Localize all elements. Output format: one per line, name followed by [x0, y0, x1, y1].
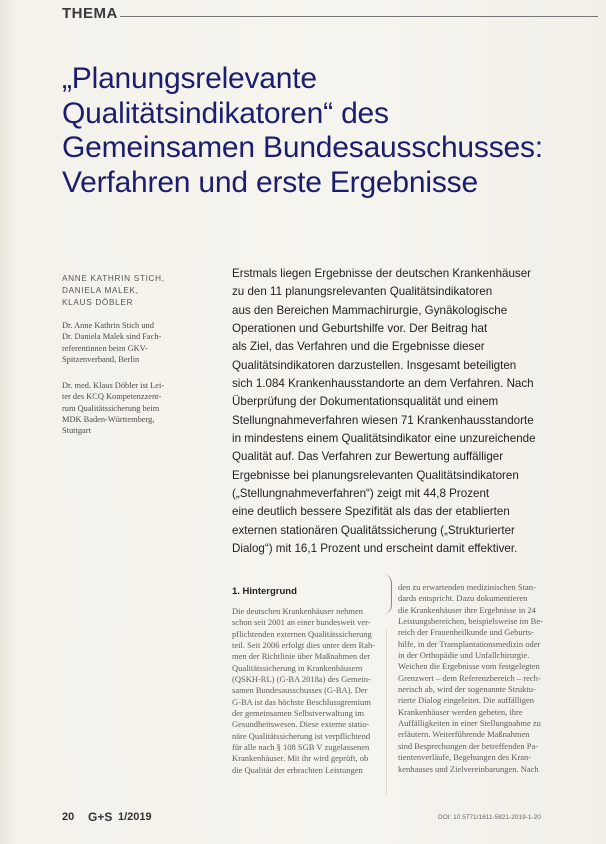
body-line: Krankenhäuser. Mit ihr wird geprüft, ob — [232, 753, 369, 764]
title-line: Qualitätsindikatoren“ des — [62, 96, 389, 130]
bio-line: Dr. Anne Kathrin Stich und — [62, 321, 154, 330]
doi-text: DOI: 10.5771/1611-5821-2019-1-20 — [438, 814, 541, 821]
body-line: die Krankenhäuser ihre Ergebnisse in 24 — [398, 604, 536, 615]
body-line: hilfe, in der Transplantationsmedizin oder — [398, 638, 541, 649]
body-line: Leistungsbereichen, beispielsweise im Be- — [398, 616, 543, 627]
bio-line: ter des KCQ Kompetenzzent- — [62, 392, 162, 402]
body-line: Auffälligkeiten in einer Stellungnahme zu — [398, 718, 541, 729]
abstract-line: Stellungnahmeverfahren wiesen 71 Krankenhausstandorte — [232, 413, 534, 427]
abstract-line: („Stellungnahmeverfahren“) zeigt mit 44,8 Prozent — [232, 487, 490, 501]
article-title — [62, 62, 592, 200]
section-heading: 1. Hintergrund — [232, 586, 297, 597]
author-bio-1 — [62, 320, 180, 365]
title-line: Gemeinsamen Bundesausschusses: — [62, 131, 543, 164]
author-list — [62, 273, 182, 309]
body-line: men der Richtlinie über Maßnahmen der — [232, 651, 371, 662]
body-line: Gesundheitswesen. Diese externe statio- — [232, 719, 370, 730]
abstract-line: Überprüfung der Dokumentationsqualität und einem — [232, 395, 499, 409]
body-line: nerisch ab, wird der sogenannte Struktu- — [398, 684, 536, 695]
title-line: „Planungsrelevante — [62, 62, 317, 95]
abstract-line: externen stationären Qualitätssicherung („Strukturierter — [232, 523, 515, 537]
author-name: DANIELA MALEK, — [62, 286, 139, 295]
journal-brand: G+S — [88, 810, 113, 824]
body-column-1 — [232, 606, 390, 776]
bio-line: MDK Baden-Württemberg, — [62, 414, 155, 424]
body-line: die Qualität der erbrachten Leistungen — [232, 764, 363, 775]
body-line: (QSKH-RL) (G-BA 2018a) des Gemein- — [232, 674, 371, 685]
body-line: rierte Dialog eingeleitet. Die auffälligen — [398, 695, 535, 706]
body-line: pflichtenden externen Qualitätssicherung — [232, 628, 372, 639]
body-column-2 — [398, 582, 598, 775]
body-line: den zu erwartenden medizinischen Stan- — [398, 582, 536, 592]
author-name: KLAUS DÖBLER — [62, 298, 134, 307]
body-line: teil. Seit 2006 erfolgt dies unter dem Rah- — [232, 640, 376, 651]
abstract-line: eine deutlich bessere Spezifität als das der etablierten — [232, 505, 510, 519]
body-line: näre Qualitätssicherung ist verpflichtend — [232, 730, 371, 741]
journal-issue: 1/2019 — [118, 811, 152, 823]
abstract-line: zu den 11 planungsrelevanten Qualitätsindikatoren — [232, 285, 493, 299]
bio-line: Dr. med. Klaus Döbler ist Lei- — [62, 381, 165, 390]
body-line: Die deutschen Krankenhäuser nehmen — [232, 606, 363, 616]
abstract-line: Operationen und Geburtshilfe vor. Der Beitrag hat — [232, 322, 488, 336]
author-bio-2 — [62, 380, 180, 436]
bio-line: Spitzenverband, Berlin — [62, 354, 140, 364]
abstract-line: aus den Bereichen Mammachirurgie, Gynäkologische — [232, 303, 508, 317]
abstract-line: als Ziel, das Verfahren und die Ergebnisse dieser — [232, 340, 485, 354]
abstract-line: Qualitätsindikatoren darzustellen. Insgesamt beteiligten — [232, 358, 517, 372]
body-line: sind Besprechungen der betreffenden Pa- — [398, 740, 539, 751]
body-line: tientenverläufe, Begehungen des Kran- — [398, 752, 532, 763]
abstract-line: Ergebnisse bei planungsrelevanten Qualitätsindikatoren — [232, 468, 519, 482]
body-line: G-BA ist das höchste Beschlussgremium — [232, 696, 371, 707]
abstract-line: sich 1.084 Krankenhausstandorte an dem Verfahren. Nach — [232, 377, 534, 391]
body-line: erläutern. Weiterführende Maßnahmen — [398, 729, 530, 740]
author-name: ANNE KATHRIN STICH, — [62, 274, 165, 283]
body-line: Weichen die Ergebnisse vom festgelegten — [398, 661, 540, 672]
page-number: 20 — [62, 811, 75, 823]
body-line: in der Orthopädie und Unfallchirurgie. — [398, 650, 530, 661]
abstract-line: Qualität auf. Das Verfahren zur Bewertung auffälliger — [232, 450, 504, 464]
abstract-line: in mindestens einem Qualitätsindikator eine unzureichende — [232, 432, 536, 446]
bio-line: referentinnen beim GKV- — [62, 343, 148, 353]
bio-line: Stuttgart — [62, 426, 91, 436]
body-line: Grenzwert – dem Referenzbereich – rech- — [398, 672, 541, 683]
title-line: Verfahren und erste Ergebnisse — [62, 165, 478, 199]
column-divider — [386, 630, 387, 795]
body-line: dards entspricht. Dazu dokumentieren — [398, 593, 528, 604]
body-line: Qualitätssicherung in Krankenhäusern — [232, 662, 363, 673]
header-rule — [120, 16, 598, 17]
abstract-line: Dialog“) mit 16,1 Prozent und erscheint damit effektiver. — [232, 542, 518, 556]
body-line: Krankenhäuser werden gebeten, ihre — [398, 706, 523, 717]
abstract-line: Erstmals liegen Ergebnisse der deutschen Krankenhäuser — [232, 267, 532, 280]
body-line: der gemeinsamen Selbstverwaltung im — [232, 708, 364, 719]
section-label: THEMA — [62, 5, 118, 22]
body-line: kenhauses und Zielvereinbarungen. Nach — [398, 763, 539, 774]
body-line: für alle nach § 108 SGB V zugelassenen — [232, 742, 370, 753]
bio-line: rum Qualitätssicherung beim — [62, 403, 160, 413]
body-line: reich der Frauenheilkunde und Geburts- — [398, 627, 534, 638]
abstract — [232, 265, 602, 559]
bio-line: Dr. Daniela Malek sind Fach- — [62, 332, 162, 342]
body-line: schon seit 2001 an einer bundesweit ver- — [232, 617, 371, 628]
body-line: samen Bundesausschusses (G-BA). Der — [232, 685, 368, 696]
